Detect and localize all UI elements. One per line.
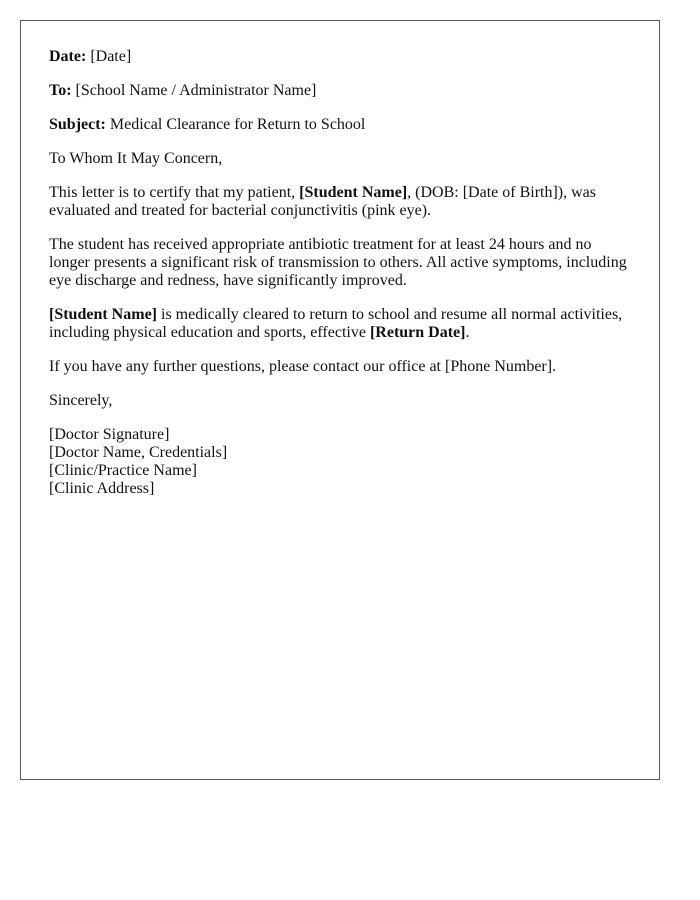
doctor-name: [Doctor Name, Credentials] — [49, 444, 228, 461]
subject-value: Medical Clearance for Return to School — [109, 116, 366, 133]
date-value: [Date] — [90, 48, 132, 65]
student-name-2: [Student Name] — [49, 306, 157, 323]
student-name-1: [Student Name] — [299, 184, 408, 201]
p1-after: , (DOB: [Date of Birth]), was evaluated and treated for bacterial conjunctivitis (pink eye). — [49, 184, 596, 219]
doctor-signature: [Doctor Signature] — [49, 426, 170, 443]
p3-middle: is medically cleared to return to school and resume all normal activities, including physical education and sports, effective — [49, 306, 623, 341]
subject-line — [49, 116, 631, 134]
to-line — [49, 82, 631, 100]
to-label: To: — [49, 82, 72, 99]
p3-end: . — [465, 324, 470, 341]
paragraph-certification — [49, 184, 631, 220]
clinic-name: [Clinic/Practice Name] — [49, 462, 197, 479]
return-date: [Return Date] — [369, 324, 466, 341]
p1-before: This letter is to certify that my patient, — [49, 184, 300, 201]
paragraph-treatment: The student has received appropriate antibiotic treatment for at least 24 hours and no longer presents a significant risk of transmission to others. All active symptoms, including eye discharge and redness, have significantly improved. — [49, 236, 627, 289]
date-line — [49, 48, 631, 66]
subject-label: Subject: — [49, 116, 106, 133]
closing: Sincerely, — [49, 392, 113, 409]
signature-block — [49, 426, 631, 498]
to-value: [School Name / Administrator Name] — [75, 82, 317, 99]
salutation: To Whom It May Concern, — [49, 150, 223, 167]
paragraph-clearance — [49, 306, 631, 342]
date-label: Date: — [49, 48, 87, 65]
clinic-address: [Clinic Address] — [49, 480, 155, 497]
paragraph-contact: If you have any further questions, please contact our office at [Phone Number]. — [49, 358, 557, 375]
letter-page — [20, 20, 660, 780]
